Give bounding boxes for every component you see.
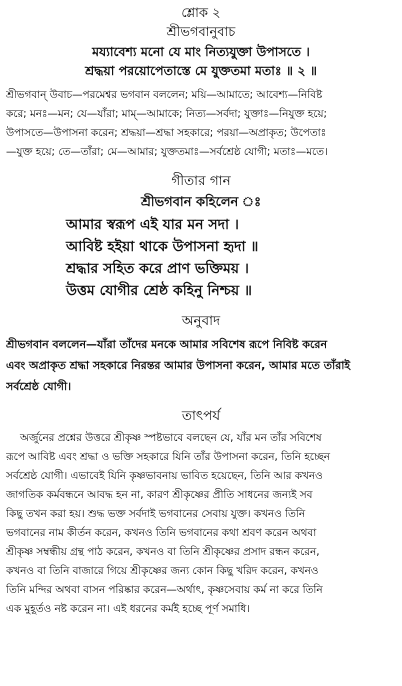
purport-line: ভগবানের নাম কীর্তন করেন, কখনও তিনি ভগবানের কথা শ্রবণ করেন অথবা (6, 527, 317, 539)
purport-line: কিছু তখন করা হয়। শুদ্ধ ভক্ত সর্বদাই ভগবানের সেবায় যুক্ত। কখনও তিনি (6, 508, 306, 520)
translation-block (6, 312, 396, 397)
synonyms-line: উপাসতে—উপাসনা করেন; শ্রদ্ধয়া—শ্রদ্ধা সহকারে; পরয়া—অপ্রাকৃত; উপেতাঃ (6, 127, 327, 139)
song-lines (66, 214, 336, 302)
verse-block (6, 6, 396, 80)
verse-line: ময্যাবেশ্য মনো যে মাং নিত্যযুক্তা উপাসতে । (92, 44, 310, 59)
purport-line: তিনি মন্দির অথবা বাসন পরিষ্কার করেন—অর্থাৎ, কৃষ্ণসেবায় কর্ম না করে তিনি (6, 584, 323, 596)
purport-line: অর্জুনের প্রশ্নের উত্তরে শ্রীকৃষ্ণ স্পষ্টভাবে বলছেন যে, যাঁর মন তাঁর সবিশেষ (20, 432, 322, 444)
verse-line: শ্রদ্ধয়া পরয়োপেতাস্তে মে যুক্ততমা মতাঃ ॥ ২ ॥ (85, 63, 317, 78)
verse-number: শ্লোক ২ (181, 6, 221, 21)
song-line: আমার স্বরূপ এই যার মন সদা । (66, 217, 239, 233)
translation-line: সর্বশ্রেষ্ঠ যোগী। (6, 380, 72, 393)
song-section-title: গীতার গান (171, 173, 231, 189)
song-line: উত্তম যোগীর শ্রেষ্ঠ কহিনু নিশ্চয় ॥ (66, 283, 252, 299)
song-line: শ্রদ্ধার সহিত করে প্রাণ ভক্তিময় । (66, 261, 249, 277)
synonyms-block (6, 86, 396, 162)
song-speaker: শ্রীভগবান কহিলেন ঃ (140, 195, 262, 210)
synonyms-line: করে; মনঃ—মন; যে—যাঁরা; মাম্‌—আমাকে; নিত্য—সর্বদা; যুক্তাঃ—নিযুক্ত হয়ে; (6, 108, 327, 120)
synonyms-line: শ্রীভগবান্‌ উবাচ—পরমেশ্বর ভগবান বললেন; ময়ি—আমাতে; আবেশ্য—নিবিষ্ট (6, 89, 323, 101)
purport-section-title: তাৎপর্য (181, 408, 221, 424)
synonyms-line: —যুক্ত হয়ে; তে—তাঁরা; মে—আমার; যুক্ততমাঃ—সর্বশ্রেষ্ঠ যোগী; মতাঃ—মতে। (6, 146, 328, 158)
purport-block (6, 407, 396, 619)
song-line: আবিষ্ট হইয়া থাকে উপাসনা হৃদা ॥ (66, 239, 259, 255)
purport-text (6, 429, 396, 619)
verse-speaker: শ্রীভগবানুবাচ (166, 25, 236, 40)
translation-line: শ্রীভগবান বললেন—যাঁরা তাঁদের মনকে আমার সবিশেষ রূপে নিবিষ্ট করেন (6, 338, 328, 351)
purport-line: এক মুহূর্তও নষ্ট করেন না। এই ধরনের কর্মই হচ্ছে পূর্ণ সমাধি। (6, 603, 250, 615)
translation-section-title: অনুবাদ (181, 313, 221, 329)
purport-line: শ্রীকৃষ্ণ সম্বন্ধীয় গ্রন্থ পাঠ করেন, কখনও বা তিনি শ্রীকৃষ্ণের প্রসাদ রন্ধন করেন, (6, 546, 320, 558)
song-block (6, 172, 396, 302)
purport-line: সর্বশ্রেষ্ঠ যোগী। এভাবেই যিনি কৃষ্ণভাবনায় ভাবিত হয়েছেন, তিনি আর কখনও (6, 470, 323, 482)
purport-line: রূপে আবিষ্ট এবং শ্রদ্ধা ও ভক্তি সহকারে যিনি তাঁর উপাসনা করেন, তিনি হচ্ছেন (6, 451, 331, 463)
purport-line: জাগতিক কর্মবন্ধনে আবদ্ধ হন না, কারণ শ্রীকৃষ্ণের প্রীতি সাধনের জন্যই সব (6, 489, 313, 501)
translation-line: এবং অপ্রাকৃত শ্রদ্ধা সহকারে নিরন্তর আমার উপাসনা করেন, আমার মতে তাঁরাই (6, 359, 351, 372)
translation-text (6, 334, 396, 397)
purport-line: কখনও বা তিনি বাজারে গিয়ে শ্রীকৃষ্ণের জন্য কোন কিছু খরিদ করেন, কখনও (6, 565, 319, 577)
